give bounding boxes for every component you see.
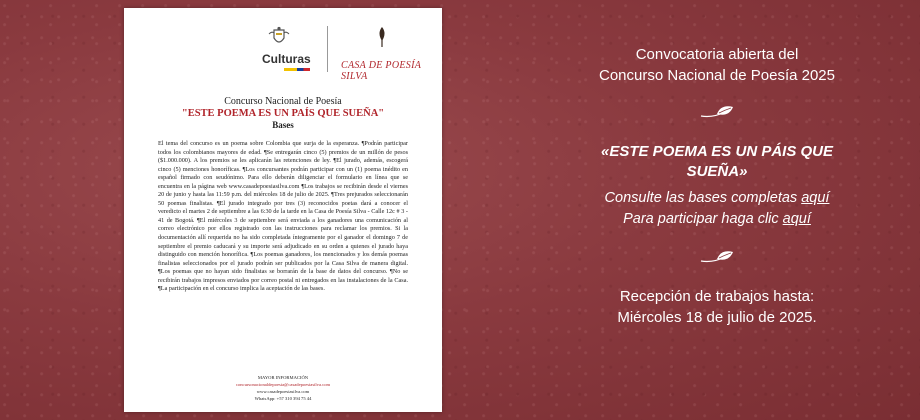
bases-prefix: Consulte las bases completas — [604, 190, 802, 206]
contest-rules-document[interactable] — [124, 8, 442, 412]
contest-title — [562, 142, 872, 182]
leaf-ornament-icon — [699, 249, 735, 267]
intro-line-1: Convocatoria abierta del — [635, 46, 799, 63]
participate-link[interactable]: aquí — [782, 211, 811, 227]
document-body-text: El tema del concurso es un poema sobre Colombia que surja de la esperanza. ¶Podrán participar todos los colombianos mayores de edad. ¶Se entregarán cinco (5) premios de un millón de pesos ($1.000.000). A los premios se les aplicarán las retenciones de ley. ¶El jurado, además, escogerá cinco (5) menciones honoríficas. ¶Los concursantes podrán participar con un (1) poema inédito en español firmado con seudónimo. Para ello deberán diligenciar el formulario en línea que se encuentra en la página web www.casadepoesiasilva.com ¶Los trabajos se recibirán desde el viernes 20 de junio y hasta las 11:59 p.m. del miércoles 18 de julio de 2025. ¶Tres prejurados seleccionarán 50 poemas finalistas. ¶El jurado integrado por tres (3) reconocidos poetas dará a conocer el veredicto el martes 2 de septiembre a las 6:30 de la tarde en la Casa de Poesía Silva - Calle 12c # 3 - 41 de Bogotá. ¶El miércoles 3 de septiembre será enviada a los ganadores una comunicación al correo electrónico por ellos registrado con las instrucciones para reclamar los premios. Si la documentación allí requerida no ha sido completada íntegramente por el ganador el domingo 7 de septiembre el premio caducará y su importe será adjudicado en su orden a quienes el jurado haya distinguido con mención honorífica. ¶Los poemas ganadores, los mencionados y los demás poemas finalistas seleccionados por el jurado podrán ser publicados por la Casa Silva de manera digital. ¶Los poemas que no hayan sido finalistas se borrarán de la base de datos del concurso. ¶No se recibirán trabajos impresos enviados por correo postal ni entregados en las instalaciones de la Casa. ¶La participación en el concurso implica la aceptación de las bases. — [158, 140, 408, 293]
quill-icon — [374, 26, 390, 48]
footer-heading: MAYOR INFORMACIÓN — [257, 375, 309, 380]
deadline-block — [562, 286, 872, 328]
contest-title-line-1: «ESTE POEMA ES UN PÁIS QUE — [601, 143, 833, 160]
document-logos — [124, 26, 442, 82]
footer-whatsapp: WhatsApp: +57 310 394 75 44 — [254, 396, 312, 402]
document-contest-line: Concurso Nacional de Poesía — [224, 96, 342, 107]
document-section-label: Bases — [272, 120, 294, 130]
deadline-line-2: Miércoles 18 de julio de 2025. — [617, 309, 817, 326]
bases-line — [562, 188, 872, 209]
bases-link[interactable]: aquí — [801, 190, 830, 206]
participate-prefix: Para participar haga clic — [623, 211, 783, 227]
leaf-ornament-icon — [699, 104, 735, 122]
footer-email[interactable]: concursonacionaldepoesia@casadepoesiasilva.com — [235, 382, 331, 388]
contest-title-line-2: SUEÑA» — [686, 163, 748, 180]
intro-line-2: Concurso Nacional de Poesía 2025 — [599, 67, 835, 84]
document-footer — [124, 374, 442, 402]
document-contest-title: "ESTE POEMA ES UN PAÍS QUE SUEÑA" — [181, 108, 385, 119]
links-block — [562, 188, 872, 230]
ministry-logo-text: Culturas — [262, 52, 311, 66]
flag-stripe — [284, 68, 310, 71]
coat-of-arms-icon — [266, 26, 292, 48]
logo-divider — [327, 26, 328, 72]
announcement-intro — [562, 44, 872, 86]
footer-website[interactable]: www.casadepoesiasilva.com — [256, 389, 310, 395]
participate-line — [562, 209, 872, 230]
casa-silva-logo-text: CASA DE POESÍA SILVA — [341, 60, 421, 82]
deadline-line-1: Recepción de trabajos hasta: — [619, 288, 815, 305]
